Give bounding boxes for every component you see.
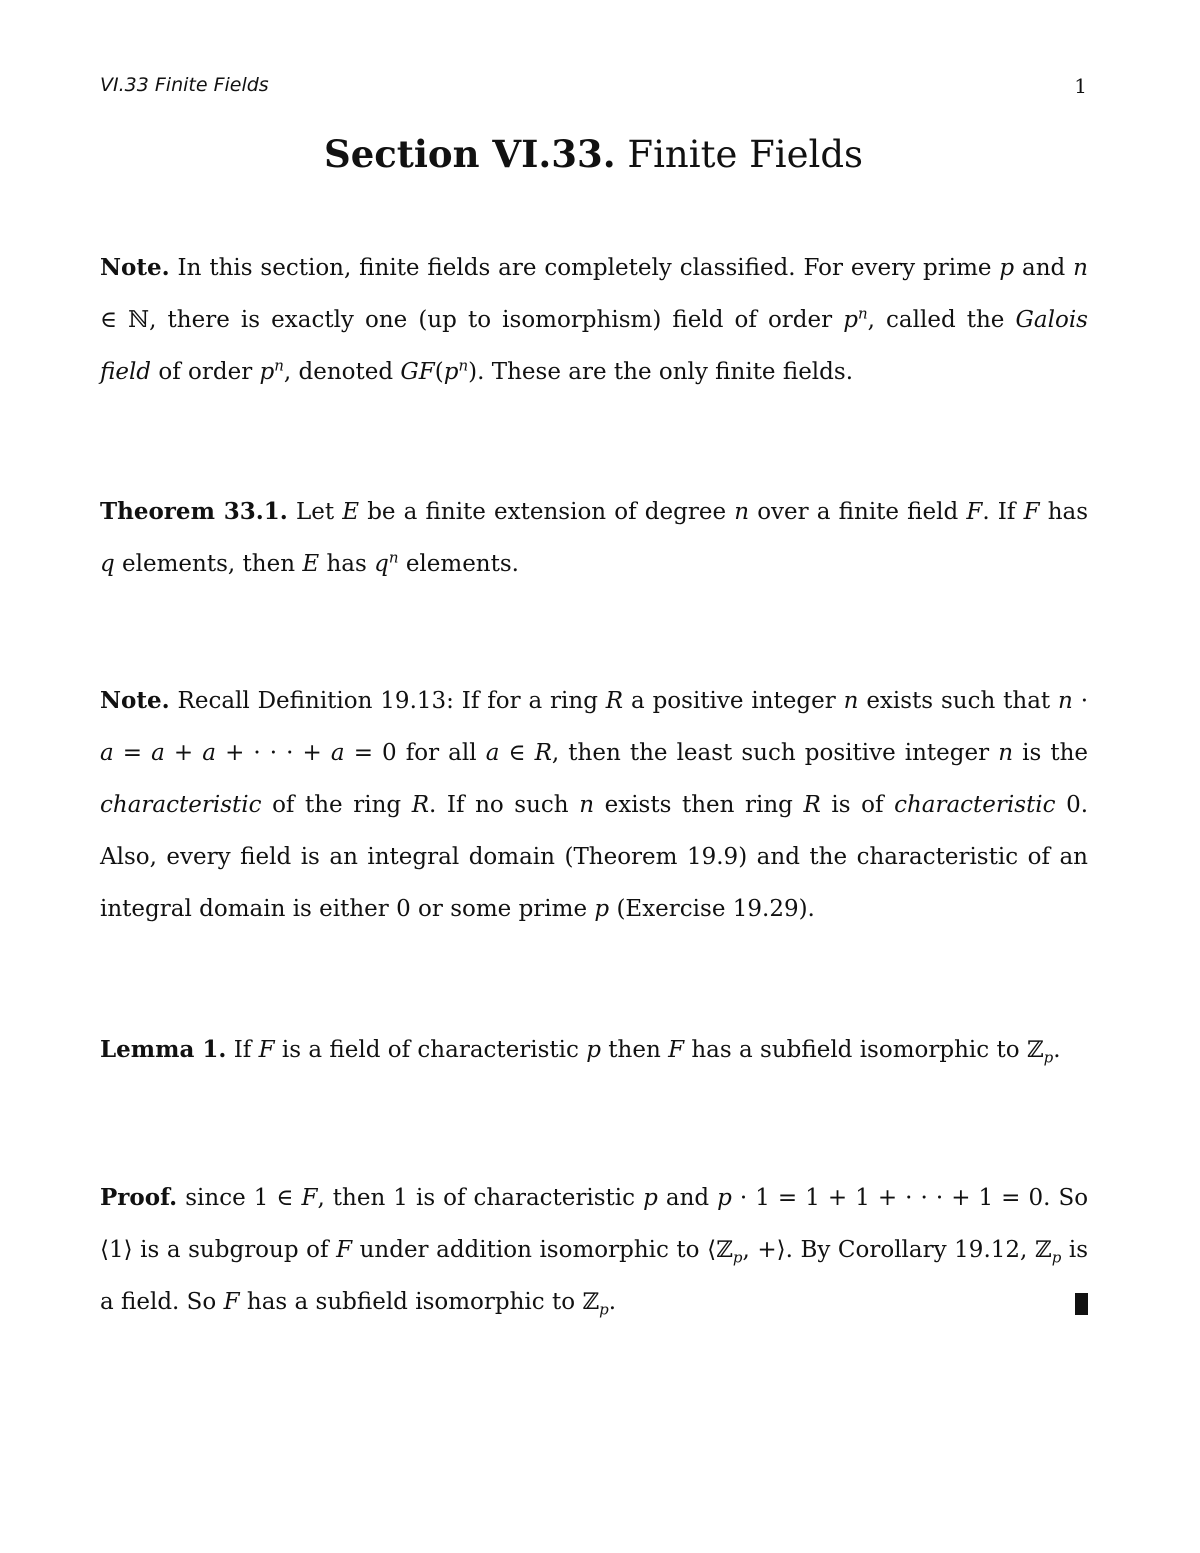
running-title: VI.33 Finite Fields (100, 74, 269, 96)
text: is a subgroup of (140, 1237, 329, 1263)
characteristic-term: characteristic (100, 792, 262, 818)
text: is a field of characteristic (281, 1037, 579, 1063)
text: . So (1043, 1185, 1089, 1211)
text: . By Corollary 19.12, (785, 1237, 1028, 1263)
note-label: Note. (100, 254, 170, 281)
text: . If (982, 499, 1016, 525)
text: has a subfield isomorphic to (691, 1037, 1020, 1063)
proof-label: Proof. (100, 1184, 178, 1211)
galois-field-term: Galois field (100, 307, 1088, 385)
text: for all (405, 740, 477, 766)
text: , then 1 is of characteristic (317, 1185, 636, 1211)
text: under addition isomorphic to (359, 1237, 700, 1263)
note-classification: Note. In this section, finite fields are completely classified. For every prime p and n ∈ ℕ, there is exactly one (up to isomorphism) field of order $p^n$, called the Galois field of order $p^n$, denoted $GF(p^n)$. These are the only finite fields. (100, 254, 1088, 385)
text: In this section, finite fields are completely classified. For every prime (177, 255, 992, 281)
page-number: 1 (1074, 74, 1087, 98)
text: is a field. So (100, 1237, 1089, 1315)
text: is of (831, 792, 884, 818)
page-header (100, 74, 1087, 104)
proof-lemma-1: Proof. since 1 ∈ F, then 1 is of characteristic p and p · 1 = 1 + 1 + · · · + 1 = 0. So ⟨1⟩ is a subgroup of F under addition isomorphic to ⟨ℤ$_p$, +⟩. By Corollary 19.12, ℤ$_p$ is a field. So F has a subfield isomorphic to ℤ$_p$. (100, 1184, 1089, 1319)
text: exists then ring (604, 792, 793, 818)
note-label: Note. (100, 687, 170, 714)
text: , then the least such positive integer (551, 740, 990, 766)
text: elements, then (122, 551, 296, 577)
text: , there is exactly one (up to isomorphism) field of order (149, 307, 833, 333)
theorem-label: Theorem 33.1. (100, 498, 288, 525)
section-label: Section VI.33. (323, 132, 616, 176)
text: elements. (405, 551, 519, 577)
lemma-label: Lemma 1. (100, 1036, 227, 1063)
section-name: Finite Fields (627, 133, 864, 176)
characteristic-term: characteristic (894, 792, 1056, 818)
text: over a finite field (757, 499, 959, 525)
text: If (233, 1037, 252, 1063)
qed-symbol (1075, 1293, 1088, 1315)
text: then (608, 1037, 661, 1063)
text: has a subfield isomorphic to (246, 1289, 576, 1315)
text: . These are the only finite fields. (477, 359, 854, 385)
text: be a finite extension of degree (367, 499, 727, 525)
text: a positive integer (631, 688, 836, 714)
page-title (0, 132, 1187, 176)
text: since (185, 1185, 246, 1211)
text: Let (295, 499, 335, 525)
text: exists such that (866, 688, 1051, 714)
text: and (665, 1185, 710, 1211)
text: (Exercise 19.29). (616, 896, 815, 922)
text: of order (158, 359, 253, 385)
text: of the ring (272, 792, 402, 818)
lemma-1: Lemma 1. If F is a field of characteristic p then F has a subfield isomorphic to ℤ$_p$. (100, 1036, 1061, 1067)
text: has (1047, 499, 1089, 525)
note-characteristic: Note. Recall Definition 19.13: If for a ring R a positive integer n exists such that n · a = a + a + · · · + a = 0 for all a ∈ R, then the least such positive integer n is the characteristic of the ring R. If no such n exists then ring R is of characteristic 0. Also, every field is an integral domain (Theorem 19.9) and the characteristic of an integral domain is either 0 or some prime p (Exercise 19.29). (100, 687, 1089, 922)
text: is the (1022, 740, 1089, 766)
text: 0. Also, every field is an integral domain (Theorem 19.9) and the characteristic of an integral domain is either 0 or some prime (100, 792, 1089, 922)
text: and (1022, 255, 1066, 281)
text: Recall Definition 19.13: If for a ring (177, 688, 598, 714)
theorem-33-1: Theorem 33.1. Let E be a finite extension of degree n over a finite field F. If F has q elements, then E has $q^n$ elements. (100, 498, 1089, 577)
text: has (326, 551, 367, 577)
text: . If no such (429, 792, 569, 818)
text: , called the (867, 307, 1005, 333)
text: , denoted (283, 359, 394, 385)
